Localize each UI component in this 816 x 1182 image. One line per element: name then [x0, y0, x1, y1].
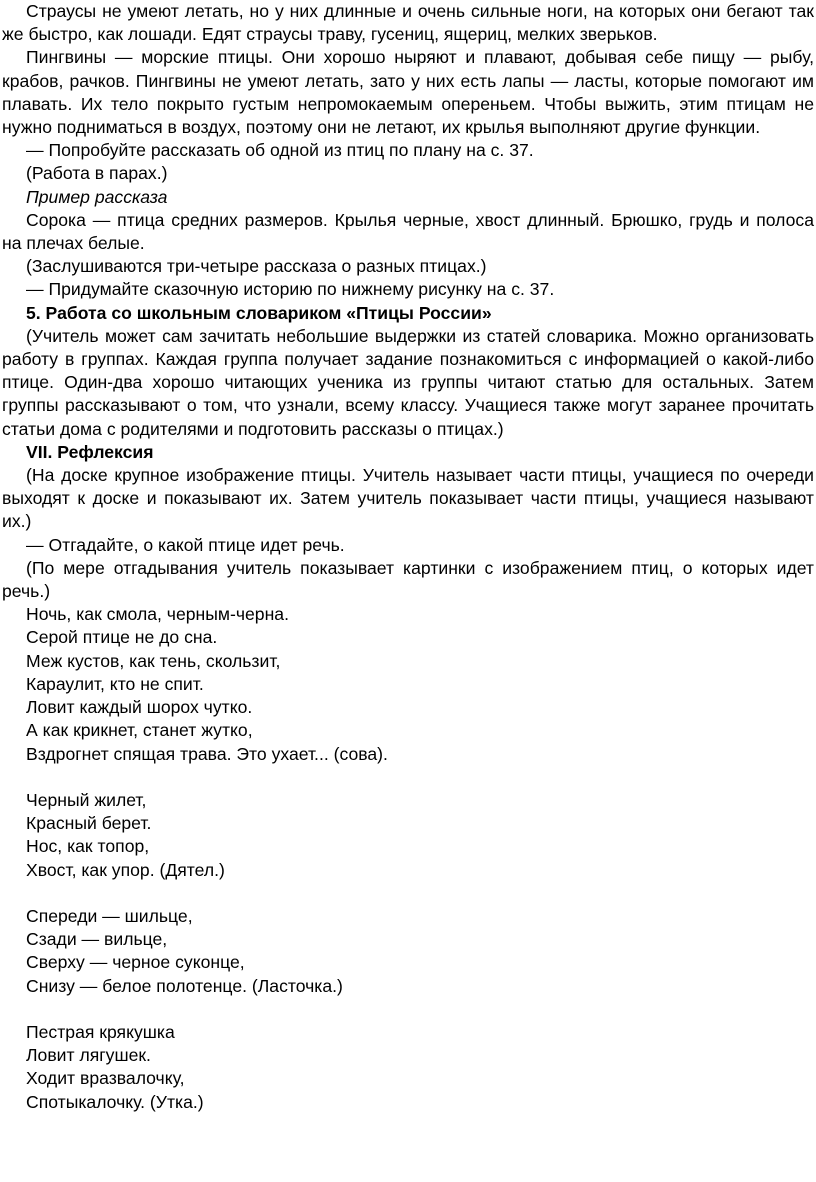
riddle-swallow [2, 905, 814, 998]
stanza-gap [2, 766, 814, 789]
riddle-line: Хвост, как упор. (Дятел.) [26, 859, 225, 880]
riddle-line: А как крикнет, станет жутко, [26, 720, 253, 741]
paragraph-board: (На доске крупное изображение птицы. Учитель называет части птицы, учащиеся по очереди выходят к доске и показывают их. Затем учитель показывает части птицы, учащиеся называют их.) [2, 465, 814, 532]
riddle-line: Ловит каждый шорох чутко. [26, 697, 253, 718]
prompt-tell-about-bird: — Попробуйте рассказать об одной из птиц по плану на с. 37. [26, 140, 534, 161]
riddle-line: Черный жилет, [26, 789, 147, 810]
note-as-guessed: (По мере отгадывания учитель показывает картинки с изображением птиц, о которых идет речь.) [2, 557, 814, 602]
riddle-line: Спотыкалочку. (Утка.) [26, 1091, 204, 1112]
section-5-heading: 5. Работа со школьным словариком «Птицы России» [26, 302, 492, 323]
note-listen: (Заслушиваются три-четыре рассказа о разных птицах.) [26, 256, 487, 277]
riddle-owl [2, 603, 814, 765]
paragraph-penguins: Пингвины — морские птицы. Они хорошо ныряют и плавают, добывая себе пищу — рыбу, крабов, рачков. Пингвины не умеют летать, зато у них есть лапы — ласты, которые помогают им плавать. Их тело покрыто густым непромокаемым опереньем. Чтобы выжить, этим птицам не нужно подниматься в воздух, поэтому они не летают, их крылья выполняют другие функции. [2, 47, 814, 138]
riddle-woodpecker [2, 789, 814, 882]
riddle-line: Ночь, как смола, черным-черна. [26, 604, 289, 625]
paragraph-magpie: Сорока — птица средних размеров. Крылья черные, хвост длинный. Брюшко, грудь и полоса на плечах белые. [2, 209, 814, 254]
paragraph-ostriches: Страусы не умеют летать, но у них длинные и очень сильные ноги, на которых они бегают так же быстро, как лошади. Едят страусы траву, гусениц, ящериц, мелких зверьков. [2, 1, 814, 45]
note-pair-work: (Работа в парах.) [26, 163, 168, 184]
riddle-line: Красный берет. [26, 813, 152, 834]
example-label: Пример рассказа [26, 186, 168, 207]
riddle-line: Пестрая крякушка [26, 1021, 175, 1042]
riddle-line: Вздрогнет спящая трава. Это ухает... (сова). [26, 743, 388, 764]
riddle-line: Спереди — шильце, [26, 905, 193, 926]
riddle-line: Ловит лягушек. [26, 1045, 151, 1066]
prompt-guess-bird: — Отгадайте, о какой птице идет речь. [26, 534, 345, 555]
paragraph-dictionary: (Учитель может сам зачитать небольшие выдержки из статей словарика. Можно организовать работу в группах. Каждая группа получает задание познакомиться с информацией о какой-либо птице. Один-два хорошо читающих ученика из группы читают статью для остальных. Затем группы рассказывают о том, что узнали, всему классу. Учащиеся также могут заранее прочитать статьи дома с родителями и подготовить рассказы о птицах.) [2, 325, 814, 439]
riddle-line: Снизу — белое полотенце. (Ласточка.) [26, 975, 343, 996]
riddle-line: Сзади — вильце, [26, 929, 168, 950]
prompt-invent-story: — Придумайте сказочную историю по нижнему рисунку на с. 37. [26, 279, 555, 300]
stanza-gap [2, 998, 814, 1021]
stanza-gap [2, 882, 814, 905]
riddle-line: Меж кустов, как тень, скользит, [26, 650, 281, 671]
section-7-heading: VII. Рефлексия [26, 441, 154, 462]
riddle-line: Караулит, кто не спит. [26, 673, 204, 694]
riddle-duck [2, 1021, 814, 1114]
riddle-line: Ходит вразвалочку, [26, 1068, 185, 1089]
riddle-line: Серой птице не до сна. [26, 627, 218, 648]
riddle-line: Нос, как топор, [26, 836, 150, 857]
riddle-line: Сверху — черное суконце, [26, 952, 245, 973]
